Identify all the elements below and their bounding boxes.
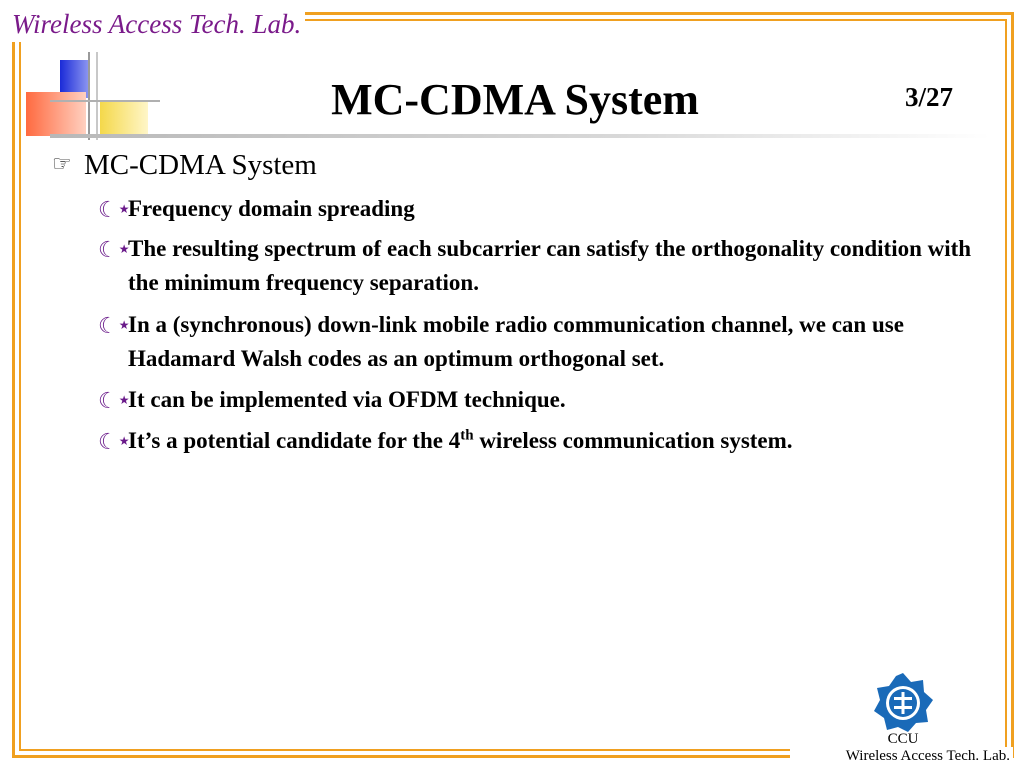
slide-title: MC-CDMA System — [331, 75, 699, 124]
list-item — [98, 192, 993, 226]
footer-institution: CCU — [887, 731, 919, 747]
frame-right-outer — [1011, 12, 1014, 758]
heading-bullet-text: MC-CDMA System — [84, 149, 317, 181]
list-item — [98, 308, 993, 376]
list-item — [98, 232, 993, 300]
list-item-text-before: It’s a potential candidate for the 4 — [128, 428, 461, 453]
title-underline — [50, 134, 990, 138]
pointing-hand-icon: ☞ — [52, 151, 72, 176]
moon-star-icon: ☾★ — [98, 197, 130, 222]
list-item-text: Frequency domain spreading — [128, 196, 415, 221]
list-item — [98, 424, 993, 458]
deco-vline-2 — [96, 52, 98, 140]
frame-right-inner — [1005, 19, 1007, 751]
footer-lab-name: Wireless Access Tech. Lab. — [790, 747, 1013, 765]
moon-star-icon: ☾★ — [98, 388, 130, 413]
deco-red-block — [26, 92, 86, 136]
list-item-text-after: wireless communication system. — [473, 428, 793, 453]
header-lab-name: Wireless Access Tech. Lab. — [10, 6, 305, 42]
list-item-text: It can be implemented via OFDM technique. — [128, 387, 566, 412]
deco-vline-1 — [88, 52, 90, 140]
deco-yellow-block — [100, 100, 148, 134]
list-item — [98, 383, 993, 417]
deco-hline — [50, 100, 160, 102]
moon-star-icon: ☾★ — [98, 313, 130, 338]
moon-star-icon: ☾★ — [98, 237, 130, 262]
list-item-superscript: th — [460, 427, 474, 444]
heading-bullet-item — [52, 145, 952, 184]
list-item-text: In a (synchronous) down-link mobile radio communication channel, we can use Hadamard Walsh codes as an optimum orthogonal set. — [128, 312, 904, 371]
university-emblem-icon — [872, 672, 934, 734]
page-number: 3/27 — [905, 82, 954, 112]
moon-star-icon: ☾★ — [98, 429, 130, 454]
list-item-text: The resulting spectrum of each subcarrier can satisfy the orthogonality condition with the minimum frequency separation. — [128, 236, 972, 295]
list-item-text — [128, 424, 993, 458]
